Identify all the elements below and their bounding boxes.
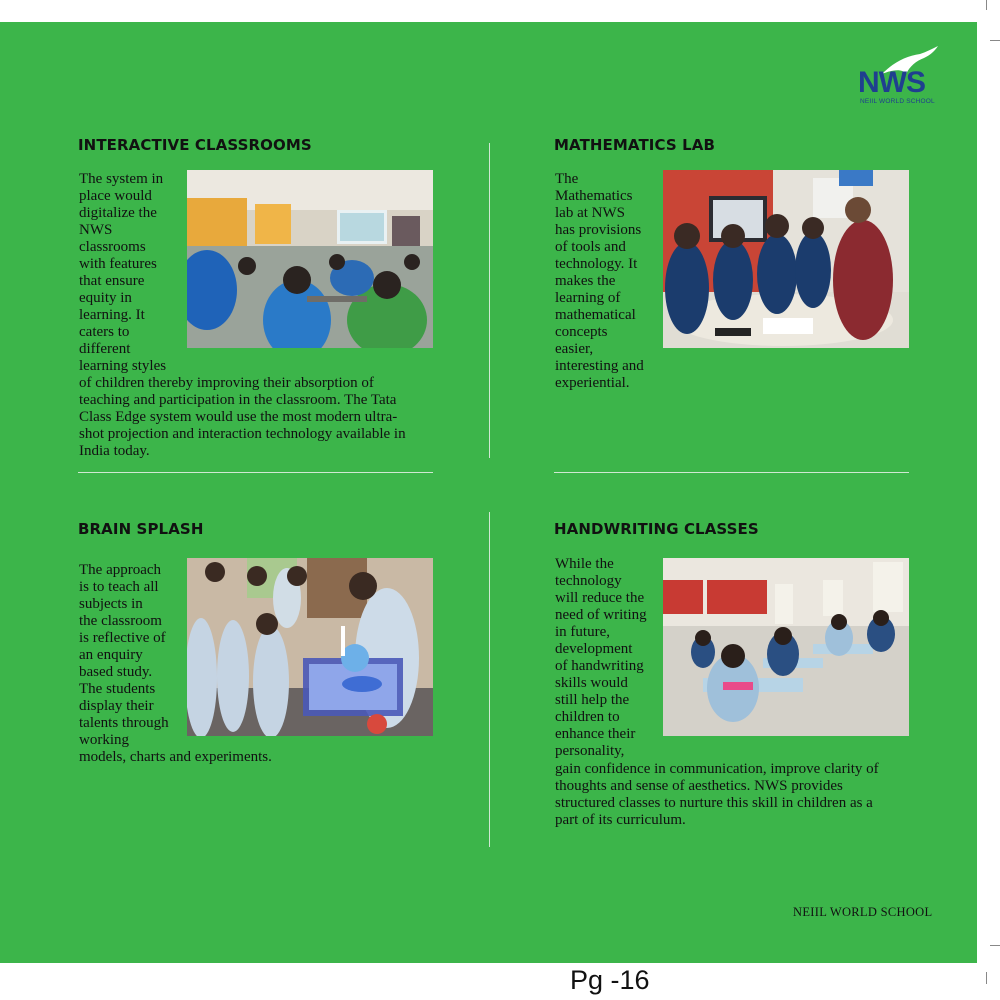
- paragraph-mathematics-narrow: The Mathematics lab at NWS has provisions of tools and technology. It makes the learning of mathematical concepts easier, interesting and experiential.: [555, 171, 644, 391]
- crop-mark-right-lower: [990, 945, 1000, 946]
- crop-mark-top-right: [986, 0, 987, 10]
- paragraph-interactive-narrow: The system in place would digitalize the NWS classrooms with features that ensure equity in learning. It caters to different learning styles: [79, 171, 167, 374]
- crop-mark-bottom-right: [986, 972, 987, 984]
- heading-brain-splash: BRAIN SPLASH: [78, 520, 204, 538]
- paragraph-brain-wide: models, charts and experiments.: [79, 749, 272, 765]
- photo-mathematics-lab: [663, 170, 909, 348]
- paragraph-interactive-wide: of children thereby improving their absorption of teaching and participation in the classroom. The Tata Class Edge system would use the most modern ultra- shot projection and interaction technology available in India today.: [79, 375, 406, 459]
- text-interactive-wide: [79, 375, 439, 460]
- text-mathematics-narrow: [555, 171, 660, 392]
- text-handwriting-narrow: [555, 556, 660, 760]
- footer-school-name: NEIIL WORLD SCHOOL: [793, 905, 933, 919]
- paragraph-handwriting-narrow: While the technology will reduce the need of writing in future, development of handwriting skills would still help the children to enhance their personality,: [555, 556, 647, 759]
- text-interactive-narrow: [79, 171, 184, 375]
- heading-interactive-classrooms: INTERACTIVE CLASSROOMS: [78, 136, 312, 154]
- text-brain-narrow: [79, 562, 184, 749]
- school-logo: [858, 46, 938, 110]
- vertical-divider-top: [489, 143, 490, 458]
- crop-mark-right-upper: [990, 40, 1000, 41]
- logo-mark: NWS: [858, 66, 925, 99]
- logo-subtitle: NEIIL WORLD SCHOOL: [860, 98, 935, 105]
- heading-handwriting-classes: HANDWRITING CLASSES: [554, 520, 759, 538]
- photo-brain-splash: [187, 558, 433, 736]
- text-brain-wide: [79, 749, 439, 766]
- paragraph-brain-narrow: The approach is to teach all subjects in the classroom is reflective of an enquiry based study. The students display their talents through working: [79, 562, 169, 748]
- paragraph-handwriting-wide: gain confidence in communication, improve clarity of thoughts and sense of aesthetics. NWS provides structured classes to nurture this skill in children as a part of its curriculum.: [555, 761, 879, 828]
- text-handwriting-wide: [555, 761, 935, 829]
- page-number: Pg -16: [570, 965, 650, 995]
- photo-interactive-classroom: [187, 170, 433, 348]
- horizontal-divider-right: [554, 472, 909, 473]
- vertical-divider-bottom: [489, 512, 490, 847]
- photo-handwriting-classes: [663, 558, 909, 736]
- horizontal-divider-left: [78, 472, 433, 473]
- heading-mathematics-lab: MATHEMATICS LAB: [554, 136, 715, 154]
